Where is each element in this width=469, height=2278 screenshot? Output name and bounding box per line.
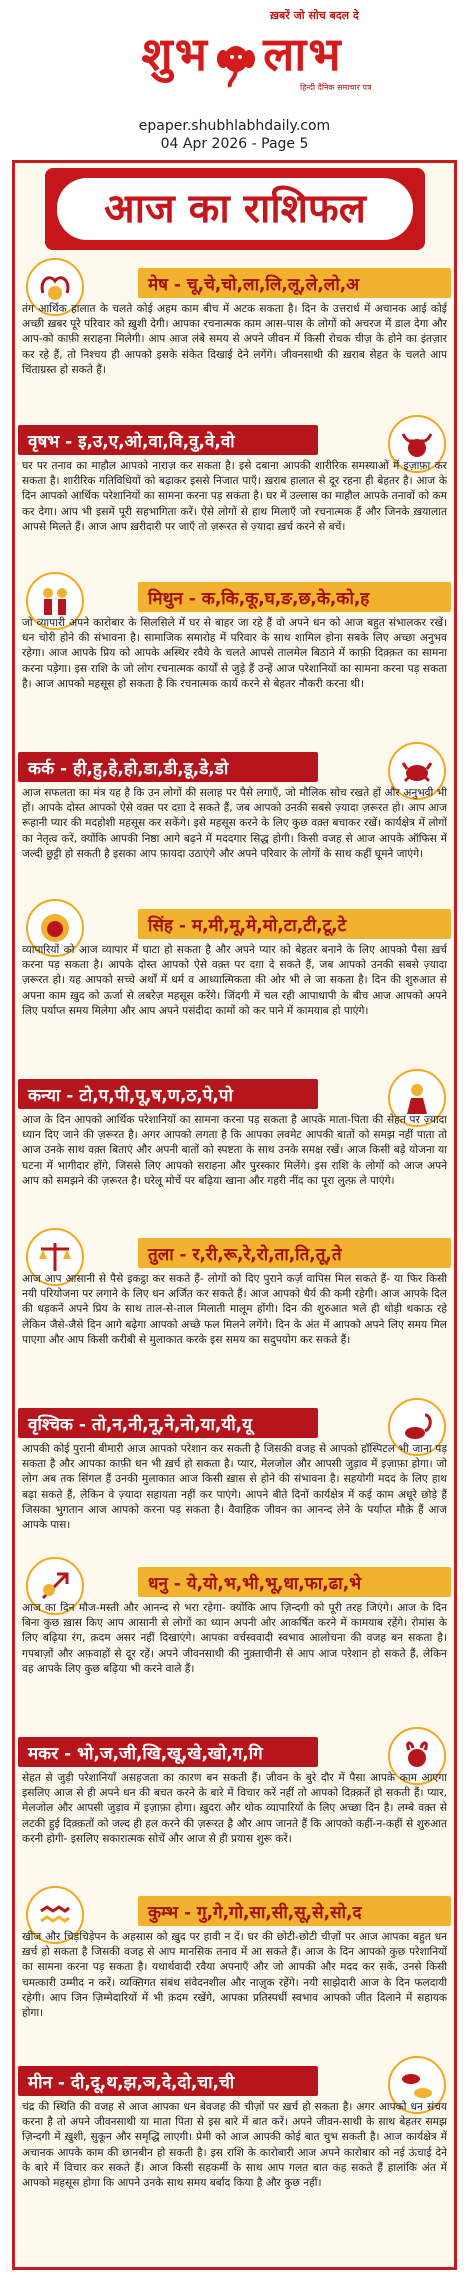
sign-header: धनु - ये,यो,भ,भी,भू,धा,फा,ढा,भे — [138, 1567, 451, 1597]
logo-word-right: लाभ — [263, 27, 343, 81]
sign-card — [18, 2056, 451, 2261]
sign-prediction-text: आज का दिन मौज-मस्ती और आनन्द से भरा रहेगा- क्योंकि आप ज़िन्दगी को पूरी तरह जिएंगे। आज के दिन बिना कुछ ख़ास किए आप आसानी से लोगों का ध्यान अपनी ओर आकर्षित करने में कामयाब रहेंगे। रोमांस के लिए बढ़िया रंग, क़दम असर नहीं दिखाएंगे। आपका वर्चस्ववादी स्वभाव आलोचना की वजह बन सकता है। गपबाज़ों और अफ़वाहों से दूर रहें। अपने जीवनसाथी की नुक़्ताचीनी से आप आज परेशान हो सकते हैं, लेकिन वह आपके लिए कुछ बढ़िया भी करने वाले हैं। — [22, 1602, 447, 1675]
sign-header: मकर - भो,ज,जी,खि,खू,खे,खो,ग,गि — [18, 1737, 318, 1767]
date-page-label: 04 Apr 2026 - Page 5 — [160, 136, 309, 152]
sign-prediction-text: सेहत से जुड़ी परेशानियाँ असहजता का कारण बन सकती हैं। जीवन के बुरे दौर में पैसा आपके काम आएगा इसलिए आज से ही अपने धन की बचत करने के बारे में विचार करें नहीं तो आपको दिक़्क़तें हो सकती हैं। प्यार, मेलजोल और आपसी जुड़ाव में इज़ाफ़ा होगा। ख़ुदरा और थोक व्यापारियों के लिए अच्छा दिन है। लम्बे वक़्त से लटकी हुई दिक़्क़तों को जल्द ही हल करने की ज़रूरत है और आप जानते हैं कि आपको कहीं-न-कहीं से शुरुआत करनी होगी- इसलिए सकारात्मक सोचें और आज से ही प्रयास शुरू करें। — [22, 1772, 447, 1845]
sign-header: तुला - र,री,रू,रे,रो,ता,ति,तू,ते — [138, 1238, 451, 1268]
sign-prediction-text: घर पर तनाव का माहौल आपको नाराज़ कर सकता है। इसे दबाना आपकी शारीरिक समस्याओं में इज़ाफ़ा कर सकता है। शारीरिक गतिविधियों को बढ़ाकर इससे निजात पाएँ। ख़राब हालात से दूर रहना ही बेहतर है। आज के दिन आपको आर्थिक परेशानियों का सामना करना पड़ सकता है। घर में उल्लास का माहौल आपके तनावों को कम कर देगा। आप भी इसमें पूरी सहभागिता करें। ऐसे लोगों से हाथ मिलाएँ जो रचनात्मक हैं और जिनके ख़यालात आपसे मिलते हैं। आज आप ख़रीदारी पर जाएँ तो ज़रूरत से ज़्यादा ख़र्च करने से बचें। — [22, 460, 447, 533]
sign-header: कन्या - टो,प,पी,पू,ष,ण,ठ,पे,पो — [18, 1079, 318, 1109]
masthead — [0, 0, 469, 118]
horoscope-title: आज का राशिफल — [57, 178, 413, 240]
sign-card — [18, 742, 451, 892]
logo-word-left: शुभ — [141, 27, 209, 81]
sign-header: वृषभ - इ,उ,ए,ओ,वा,वि,वु,वे,वो — [18, 425, 318, 455]
sign-header: मेष - चू,चे,चो,ला,लि,लू,ले,लो,अ — [138, 268, 451, 298]
sign-card — [18, 1727, 451, 1879]
sign-prediction-text: जो व्यापारी अपने कारोबार के सिलसिले में घर से बाहर जा रहे हैं वो अपने धन को आज बहुत संभालकर रखें। धन चोरी होने की संभावना है। सामाजिक समारोह में परिवार के साथ शामिल होना सबके लिए अच्छा अनुभव रहेगा। आज आपके प्रिय को आपके अस्थिर रवैये के चलते आपसे तालमेल बिठाने में काफ़ी दिक़्क़त का सामना करना पड़ेगा। इस राशि के जो लोग रचनात्मक कार्यों से जुड़े हैं उन्हें आज परेशानियों का सामना करना पड़ सकता है। आज आपको महसूस हो सकता है कि रचनात्मक कार्य करने से बेहतर नौकरी करना थी। — [22, 617, 447, 690]
horoscope-banner — [45, 168, 425, 250]
sign-header: मीन - दी,दू,थ,झ,ञ,दे,दो,चा,ची — [18, 2066, 318, 2096]
sign-card — [18, 1398, 451, 1550]
sign-card — [18, 1557, 451, 1720]
sign-header: मिथुन - क,कि,कू,घ,ङ,छ,के,को,ह — [138, 582, 451, 612]
sign-header: सिंह - म,मी,मू,मे,मो,टा,टी,टू,टे — [138, 909, 451, 939]
newspaper-logo — [92, 22, 392, 86]
epaper-url[interactable]: epaper.shubhlabhdaily.com — [138, 118, 331, 134]
sign-prediction-text: खीज और चिड़चिड़ेपन के अहसास को ख़ुद पर हावी न दें। घर की छोटी-छोटी चीज़ों पर आज आपका बहुत धन ख़र्च हो सकता है जिसकी वजह से आप मानसिक तनाव में आ सकते हैं। आज के दिन आपको कुछ परेशानियों का सामना करना पड़ सकता है। यथार्थवादी रवैया अपनाएँ और जो आपकी और मदद कर सकें, उनसे किसी चमत्कारी उम्मीद न करें। व्यक्तिगत संबंध संवेदनशील और नाज़ुक रहेंगे। नयी साझेदारी आज के दिन फलदायी रहेगी। आप जिन ज़िम्मेदारियों में भी क़दम रखेंगे, आपका प्रतिस्पर्धी स्वभाव आपको जीत दिलाने में सहायक होगा। — [22, 1931, 447, 2020]
sign-card — [18, 415, 451, 565]
sign-card — [18, 258, 451, 408]
sign-prediction-text: आज आप आसानी से पैसे इकट्ठा कर सकते हैं- लोगों को दिए पुराने कर्ज़ वापिस मिल सकते हैं- या फिर किसी नयी परियोजना पर लगाने के लिए धन अर्जित कर सकते हैं। आज आपको धैर्य की कमी रहेगी। आज आपके दिल की धड़कनें अपने प्रिय के साथ ताल-से-ताल मिलाती मालूम होंगी। दिन की शुरुआत भले ही थोड़ी थकाऊ रहे लेकिन जैसे-जैसे दिन आगे बढ़ेगा आपको अच्छे फल मिलने लगेंगे। दिन के अंत में आपको अपने लिए समय मिल पाएगा और आप किसी करीबी से मुलाकात करके इस समय का सदुपयोग कर सकते हैं। — [22, 1273, 447, 1346]
sign-header: कुम्भ - गु,गे,गो,सा,सी,सू,से,सो,द — [138, 1896, 451, 1926]
sign-card — [18, 1069, 451, 1221]
sign-header: वृश्चिक - तो,न,नी,नू,ने,नो,या,यी,यू — [18, 1408, 318, 1438]
sign-card — [18, 572, 451, 735]
sign-header: कर्क - ही,हु,हे,हो,डा,डी,डू,डे,डो — [18, 752, 318, 782]
masthead-subline: हिन्दी दैनिक समाचार पत्र — [300, 83, 372, 92]
sign-card — [18, 1886, 451, 2049]
sign-prediction-text: आज के दिन आपको आर्थिक परेशानियों का सामना करना पड़ सकता है आपके माता-पिता की सेहत पर ज़्यादा ध्यान दिए जाने की ज़रूरत है। अगर आपको लगता है कि आपका लवमेट आपकी बातों को समझ नहीं पाता तो आज उनके साथ वक़्त बिताएं और अपनी बातों को स्पष्टता के साथ उनके समक्ष रखें। आज किसी बड़े योजना या घटना में भागीदार होंगे, जिससे लिए आपको सराहना और पुरस्कार मिलेंगे। इस राशि के लोगों को आज अपने आप को समझने की ज़रूरत है। घरेलू मोर्चे पर बढ़िया खाना और गहरी नींद का पूरा लुत्फ़ ले पाएंगे। — [22, 1114, 447, 1187]
masthead-tagline: ख़बरें जो सोच बदल दे — [270, 9, 359, 22]
ganesha-emblem-icon — [214, 41, 258, 91]
sign-prediction-text: आपकी कोई पुरानी बीमारी आज आपको परेशान कर सकती है जिसकी वजह से आपको हॉस्पिटल भी जाना पड़ सकता है और आपका काफ़ी धन भी ख़र्च हो सकता है। प्यार, मेलजोल और आपसी जुड़ाव में इज़ाफ़ा होगा। जो लोग अब तक सिंगल हैं उनकी मुलाकात आज किसी ख़ास से होने की संभावना है। सहयोगी मदद के लिए हाथ बढ़ा सकते हैं, लेकिन वे ज़्यादा सहायता नहीं कर पाएंगे। आपने बीते दिनों कार्यक्षेत्र में कई काम अधूरे छोड़े हैं जिसका भुगतान आज आपको करना पड़ सकता है। वैवाहिक जीवन का आनन्द लेने के पर्याप्त मौक़े हैं आज आपके पास। — [22, 1443, 447, 1532]
sign-card — [18, 899, 451, 1062]
sign-card — [18, 1228, 451, 1391]
sign-prediction-text: चंद्र की स्थिति की वजह से आज आपका धन बेवजह की चीज़ों पर ख़र्च हो सकता है। अगर आपको धन संचय करना है तो अपने जीवनसाथी या माता पिता से इस बारे में बात करें। अपने जीवन-साथी के साथ बेहतर समझ ज़िन्दगी में ख़ुशी, सुकून और समृद्धि लाएगी। प्रेमी को आज आपकी कोई बात चुभ सकती है। आज कार्यक्षेत्र में अचानक आपके काम की छानबीन हो सकती है। इस राशि के कारोबारी आज अपने कारोबार को नई ऊंचाई देने के बारे में विचार कर सकते हैं। आज किसी सहकर्मी के साथ आप गलत बात कह सकते हैं हालांकि अंत में आपको महसूस होगा कि आपने उनके साथ समय बर्बाद किया है और कुछ नहीं। — [22, 2101, 447, 2190]
sign-prediction-text: व्यापारियों को आज व्यापार में घाटा हो सकता है और अपने प्यार को बेहतर बनाने के लिए आपको पैसा ख़र्च करना पड़ सकता है। आपके दोस्त आपको ऐसे वक़्त पर दग़ा दे सकते हैं, जब आपको उनकी सबसे ज़्यादा ज़रूरत हो। यह आपको सच्चे अर्थों में धर्म व आध्यात्मिकता की ओर भी ले जा सकता है। दिन की शुरुआत से अपना काम ख़ुद को ऊर्जा से लबरेज़ महसूस करेंगे। जिंदगी में चल रही आपाधापी के बीच आज आपको अपने लिए पर्याप्त समय मिलेगा और आप अपने पसंदीदा कामों को कर पाने में कामयाब हो पाएंगे। — [22, 944, 447, 1017]
sign-prediction-text: आज सफलता का मंत्र यह है कि उन लोगों की सलाह पर पैसे लगाएँ, जो मौलिक सोच रखते हों और अनुभवी भी हों। आपके दोस्त आपको ऐसे वक़्त पर दग़ा दे सकते हैं, जब आपको उनकी सबसे ज़्यादा ज़रूरत हो। आप आज रूहानी प्यार की मदहोशी महसूस कर सकेंगे। इसे महसूस करने के लिए कुछ वक़्त बचाकर रखें। कार्यक्षेत्र में लोगों का नेतृत्व करें, क्योंकि आपकी निष्ठा आगे बढ़ने में मददगार सिद्ध होगी। किसी वजह से आज आपके ऑफिस में जल्दी छुट्टी हो सकती है इसका आप फ़ायदा उठाएंगे और अपने परिवार के लोगों के साथ कहीं घूमने जाएंगे। — [22, 787, 447, 860]
sign-prediction-text: तंग आर्थिक हालात के चलते कोई अहम काम बीच में अटक सकता है। दिन के उत्तरार्ध में अचानक आई कोई अच्छी ख़बर पूरे परिवार को ख़ुशी देगी। आपका रचनात्मक काम आस-पास के लोगों को अचरज में डाल देगा और आप-को काफ़ी सराहना मिलेगी। आप आज लंबे समय से अपने जीवन में किसी रोचक चीज़ के होने का इंतज़ार कर रहे हैं, तो निश्चय ही आपको इसके संकेत दिखाई देने लगेंगे। जीवनसाथी की ख़राब सेहत के चलते आप चिंताग्रस्त हो सकते हैं। — [22, 303, 447, 376]
